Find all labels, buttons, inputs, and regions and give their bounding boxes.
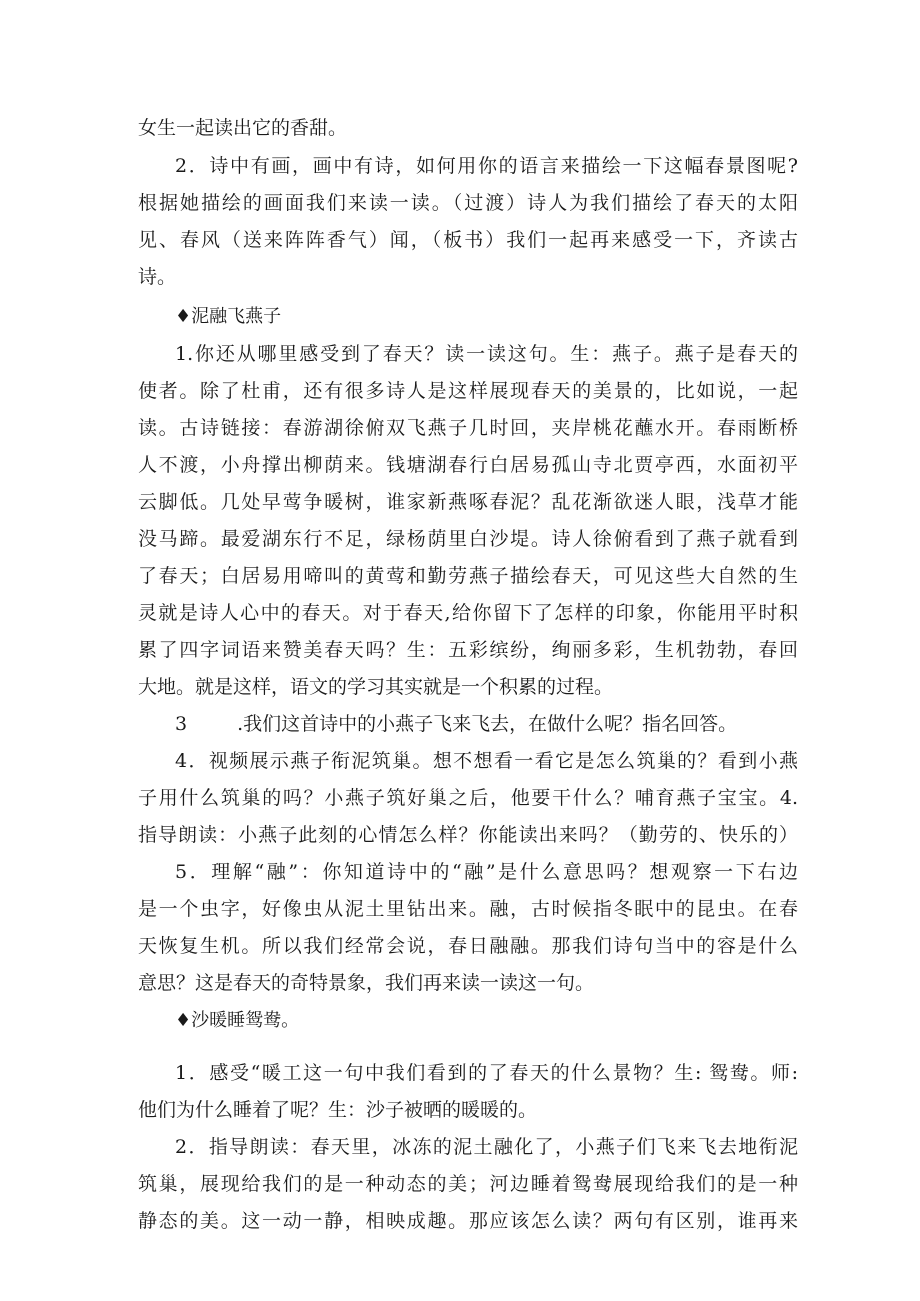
text-line: 根据她描绘的画面我们来读一读。（过渡）诗人为我们描绘了春天的太阳 [138,192,798,214]
text-line: 没马蹄。最爱湖东行不足，绿杨荫里白沙堤。诗人徐俯看到了燕子就看到 [138,528,798,550]
text-line: 1.你还从哪里感受到了春天？读一读这句。生：燕子。燕子是春天的 [175,343,798,365]
text-line: 1．感受“暖工这一句中我们看到的了春天的什么景物？生: 鸳鸯。师: [175,1062,798,1084]
text-line: 2．指导朗读：春天里，冰冻的泥土融化了，小燕子们飞来飞去地衔泥 [175,1136,798,1158]
text-line: 使者。除了杜甫，还有很多诗人是这样展现春天的美景的，比如说，一起 [138,380,798,402]
text-line: 人不渡，小舟撑出柳荫来。钱塘湖春行白居易孤山寺北贾亭西，水面初平 [138,454,798,476]
text-line: 云脚低。几处早莺争暖树，谁家新燕啄春泥？乱花渐欲迷人眼，浅草才能 [138,491,798,513]
text-line: 灵就是诗人心中的春天。对于春天,给你留下了怎样的印象，你能用平时积 [138,602,798,624]
text-line: 是一个虫字，好像虫从泥土里钻出来。融，古时候指冬眠中的昆虫。在春 [138,898,798,920]
text-line: 5．理解“融”：你知道诗中的“融”是什么意思吗？想观察一下右边 [175,861,798,883]
text-line: 了春天；白居易用啼叫的黄莺和勤劳燕子描绘春天，可见这些大自然的生 [138,565,798,587]
text-line: 静态的美。这一动一静，相映成趣。那应该怎么读？两句有区别，谁再来 [138,1210,798,1232]
item-number: 3 [175,713,188,735]
text-line: 筑巢，展现给我们的是一种动态的美；河边睡着鸳鸯展现给我们的是一种 [138,1173,798,1195]
text-line: 诗。 [138,266,177,288]
text-line: 指导朗读：小燕子此刻的心情怎么样？你能读出来吗？（勤劳的、快乐的） [138,824,798,846]
text-line: 子用什么筑巢的吗？小燕子筑好巢之后，他要干什么？哺育燕子宝宝。4. [138,787,798,809]
text-line: 2．诗中有画，画中有诗，如何用你的语言来描绘一下这幅春景图呢? [175,155,798,177]
text-line: 女生一起读出它的香甜。 [138,117,348,139]
text-line: 大地。就是这样，语文的学习其实就是一个积累的过程。 [138,676,614,698]
text-line: 读。古诗链接：春游湖徐俯双飞燕子几时回，夹岸桃花蘸水开。春雨断桥 [138,417,798,439]
text-line: 意思？这是春天的奇特景象，我们再来读一读这一句。 [138,972,595,994]
section-heading: ♦泥融飞燕子 [175,306,282,327]
text-line: 天恢复生机。所以我们经常会说，春日融融。那我们诗句当中的容是什么 [138,935,798,957]
section-heading: ♦沙暖睡鸳鸯。 [175,1010,300,1031]
item-text: .我们这首诗中的小燕子飞来飞去，在做什么呢？指名回答。 [237,713,738,735]
text-line [175,712,798,736]
text-line: 4．视频展示燕子衔泥筑巢。想不想看一看它是怎么筑巢的？看到小燕 [175,750,798,772]
text-line: 见、春风（送来阵阵香气）闻，（板书）我们一起再来感受一下，齐读古 [138,229,798,251]
text-line: 他们为什么睡着了呢？生：沙子被晒的暖暖的。 [138,1099,538,1121]
text-line: 累了四字词语来赞美春天吗？生：五彩缤纷，绚丽多彩，生机勃勃，春回 [138,639,798,661]
